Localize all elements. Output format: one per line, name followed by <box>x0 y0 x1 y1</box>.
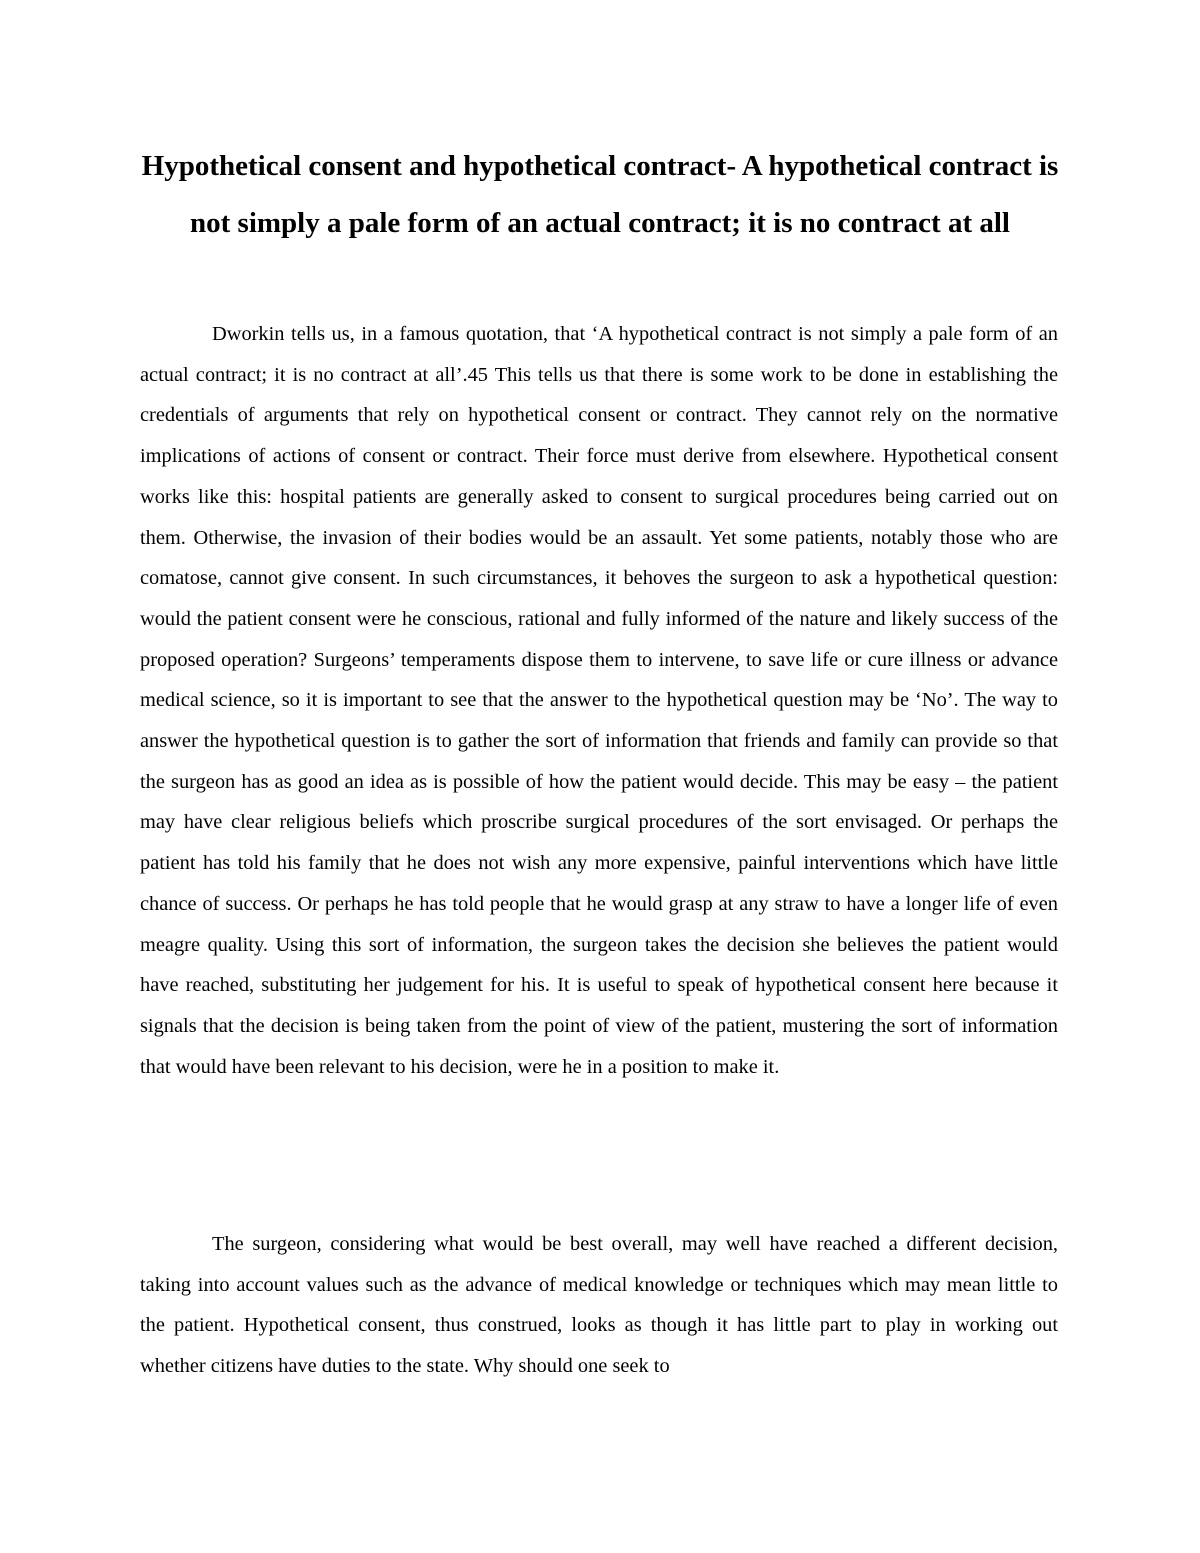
body-paragraph: The surgeon, considering what would be best overall, may well have reached a different decision, taking into account values such as the advance of medical knowledge or techniques which may mean little to the patient. Hypothetical consent, thus construed, looks as though it has little part to play in working out whether citizens have duties to the state. Why should one seek to <box>140 1233 1058 1378</box>
body-paragraph: Dworkin tells us, in a famous quotation, that ‘A hypothetical contract is not simply a pale form of an actual contract; it is no contract at all’.45 This tells us that there is some work to be done in establishing the credentials of arguments that rely on hypothetical consent or contract. They cannot rely on the normative implications of actions of consent or contract. Their force must derive from elsewhere. Hypothetical consent works like this: hospital patients are generally asked to consent to surgical procedures being carried out on them. Otherwise, the invasion of their bodies would be an assault. Yet some patients, notably those who are comatose, cannot give consent. In such circumstances, it behoves the surgeon to ask a hypothetical question: would the patient consent were he conscious, rational and fully informed of the nature and likely success of the proposed operation? Surgeons’ temperaments dispose them to intervene, to save life or cure illness or advance medical science, so it is important to see that the answer to the hypothetical question may be ‘No’. The way to answer the hypothetical question is to gather the sort of information that friends and family can provide so that the surgeon has as good an idea as is possible of how the patient would decide. This may be easy – the patient may have clear religious beliefs which proscribe surgical procedures of the sort envisaged. Or perhaps the patient has told his family that he does not wish any more expensive, painful interventions which have little chance of success. Or perhaps he has told people that he would grasp at any straw to have a longer life of even meagre quality. Using this sort of information, the surgeon takes the decision she believes the patient would have reached, substituting her judgement for his. It is useful to speak of hypothetical consent here because it signals that the decision is being taken from the point of view of the patient, mustering the sort of information that would have been relevant to his decision, were he in a position to make it. <box>140 323 1058 1078</box>
page-title: Hypothetical consent and hypothetical contract- A hypothetical contract is not simply a pale form of an actual contract; it is no contract at all <box>141 150 1059 239</box>
